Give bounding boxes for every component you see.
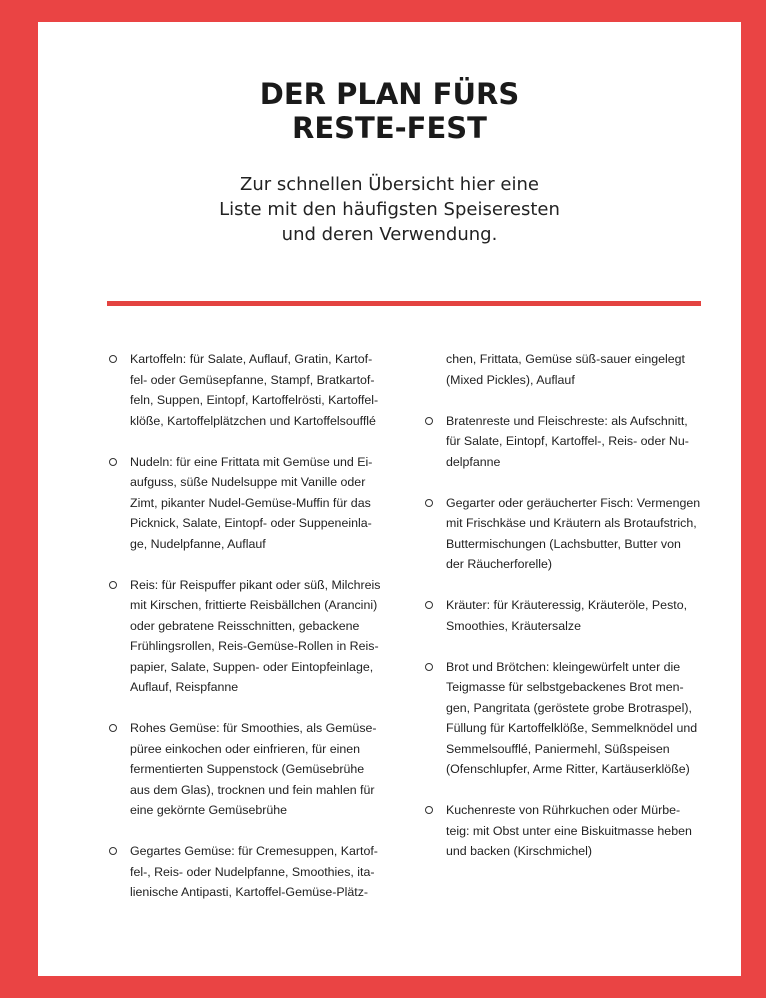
list-item-line: Rohes Gemüse: für Smoothies, als Gemüse- [130, 721, 377, 735]
list-item-line: fel-, Reis- oder Nudelpfanne, Smoothies, ita- [130, 864, 375, 879]
list-item-line: (Mixed Pickles), Auflauf [446, 372, 575, 387]
list-item-line: klöße, Kartoffelplätzchen und Kartoffelsoufflé [130, 413, 376, 428]
list-item-line: Reis: für Reispuffer pikant oder süß, Milchreis [130, 577, 381, 592]
subtitle-line-2: Liste mit den häufigsten Speiseresten [219, 199, 560, 220]
list-item-line: püree einkochen oder einfrieren, für einen [130, 741, 361, 756]
title-line-2: RESTE-FEST [292, 111, 487, 145]
list-item-line: gen, Pangritata (geröstete grobe Brotraspel), [446, 700, 692, 715]
list-item [108, 349, 398, 431]
circle-bullet-icon [109, 581, 117, 589]
circle-bullet-icon [109, 847, 117, 855]
list-item-line: Frühlingsrollen, Reis-Gemüse-Rollen in Reis- [130, 639, 379, 653]
list-item-line: mit Frischkäse und Kräutern als Brotaufstrich, [446, 516, 697, 530]
list-item-line: teig: mit Obst unter eine Biskuitmasse heben [446, 823, 692, 838]
list-item-line: Semmelsoufflé, Paniermehl, Süßspeisen [446, 741, 670, 756]
continued-list-item [424, 349, 714, 390]
circle-bullet-icon [425, 806, 433, 814]
list-item-line: aus dem Glas), trocknen und fein mahlen für [130, 782, 375, 797]
circle-bullet-icon [425, 601, 433, 609]
list-item-line: Buttermischungen (Lachsbutter, Butter von [446, 536, 681, 551]
list-item-line: fel- oder Gemüsepfanne, Stampf, Bratkartof- [130, 372, 375, 387]
list-item [108, 841, 398, 903]
list-item-line: Brot und Brötchen: kleingewürfelt unter die [446, 659, 681, 674]
list-item-line: Picknick, Salate, Eintopf- oder Suppeneinla- [130, 516, 372, 530]
list-item-line: feln, Suppen, Eintopf, Kartoffelrösti, Kartoffel- [130, 393, 379, 407]
list-item-line: für Salate, Eintopf, Kartoffel-, Reis- oder Nu- [446, 434, 689, 448]
list-item [424, 595, 714, 636]
list-item [424, 657, 714, 780]
circle-bullet-icon [425, 417, 433, 425]
list-item-line: Kartoffeln: für Salate, Auflauf, Gratin, Kartof- [130, 352, 373, 366]
list-item [108, 452, 398, 555]
list-item-line: Gegarter oder geräucherter Fisch: Vermengen [446, 495, 701, 510]
list-item-line: lienische Antipasti, Kartoffel-Gemüse-Plätz- [130, 885, 369, 899]
circle-bullet-icon [109, 724, 117, 732]
list-item-line: chen, Frittata, Gemüse süß-sauer eingelegt [446, 352, 685, 366]
list-item-line: der Räucherforelle) [446, 557, 553, 571]
list-item-line: (Ofenschlupfer, Arme Ritter, Kartäuserklöße) [446, 762, 690, 776]
divider-rule [107, 301, 701, 306]
left-column [108, 349, 398, 923]
circle-bullet-icon [109, 355, 117, 363]
list-item-line: aufguss, süße Nudelsuppe mit Vanille oder [130, 475, 366, 489]
list-item-line: und backen (Kirschmichel) [446, 844, 592, 858]
circle-bullet-icon [425, 499, 433, 507]
page-subtitle [38, 172, 741, 247]
list-item-line: Smoothies, Kräutersalze [446, 618, 581, 633]
list-item [424, 411, 714, 473]
list-item-line: Kuchenreste von Rührkuchen oder Mürbe- [446, 803, 681, 817]
list-item-line: Kräuter: für Kräuteressig, Kräuteröle, Pesto, [446, 598, 688, 612]
list-item-line: Bratenreste und Fleischreste: als Aufschnitt, [446, 413, 688, 428]
list-item-line: Nudeln: für eine Frittata mit Gemüse und Ei- [130, 454, 373, 469]
right-column [424, 349, 714, 882]
subtitle-line-3: und deren Verwendung. [281, 224, 498, 245]
list-item-line: mit Kirschen, frittierte Reisbällchen (Arancini) [130, 598, 378, 612]
list-item [424, 493, 714, 575]
list-item-line: Auflauf, Reispfanne [130, 680, 239, 694]
circle-bullet-icon [109, 458, 117, 466]
list-item [108, 718, 398, 821]
list-item-line: fermentierten Suppenstock (Gemüsebrühe [130, 762, 365, 776]
page-title [38, 77, 741, 145]
list-item-line: Gegartes Gemüse: für Cremesuppen, Kartof- [130, 844, 378, 858]
list-item-line: Füllung für Kartoffelklöße, Semmelknödel und [446, 721, 698, 735]
list-item-line: oder gebratene Reisschnitten, gebackene [130, 618, 360, 633]
list-item-line: ge, Nudelpfanne, Auflauf [130, 536, 266, 551]
list-item [108, 575, 398, 698]
list-item-line: papier, Salate, Suppen- oder Eintopfeinlage, [130, 659, 374, 674]
subtitle-line-1: Zur schnellen Übersicht hier eine [240, 174, 539, 195]
list-item-line: Teigmasse für selbstgebackenes Brot men- [446, 680, 684, 694]
list-item-line: delpfanne [446, 454, 501, 469]
page [38, 22, 741, 976]
title-line-1: DER PLAN FÜRS [259, 77, 520, 111]
circle-bullet-icon [425, 663, 433, 671]
list-item [424, 800, 714, 862]
list-item-line: eine gekörnte Gemüsebrühe [130, 803, 288, 817]
list-item-line: Zimt, pikanter Nudel-Gemüse-Muffin für das [130, 495, 371, 510]
